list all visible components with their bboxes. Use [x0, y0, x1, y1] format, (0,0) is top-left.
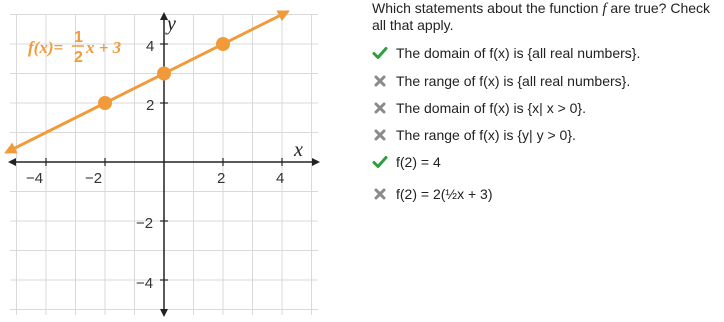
answer-option[interactable]	[372, 127, 576, 143]
cross-icon	[372, 73, 388, 89]
function-line	[6, 12, 288, 153]
answer-option-text: f(2) = 2(½x + 3)	[396, 186, 493, 202]
function-point	[98, 96, 112, 110]
question-panel	[372, 0, 724, 202]
x-tick-label: 4	[276, 170, 285, 187]
answer-option[interactable]	[372, 73, 630, 89]
function-label-numerator: 1	[74, 29, 83, 46]
x-axis-arrow-left	[8, 158, 16, 166]
answer-option-text: The domain of f(x) is {x| x > 0}.	[396, 100, 586, 116]
y-axis-label: y	[167, 13, 176, 35]
cross-icon	[372, 100, 388, 116]
y-tick-label: −2	[136, 215, 154, 232]
checkmark-icon	[372, 154, 388, 170]
function-label-denominator: 2	[74, 49, 83, 66]
function-label-prefix: f(x)=	[28, 38, 64, 57]
answer-option-text: f(2) = 4	[396, 154, 441, 170]
x-axis-label: x	[294, 139, 303, 161]
answer-option-text: The domain of f(x) is {all real numbers}.	[396, 45, 641, 61]
x-tick-label: −4	[26, 170, 44, 187]
function-label-suffix: x + 3	[86, 38, 122, 57]
answer-option[interactable]	[372, 45, 640, 61]
cross-icon	[372, 186, 388, 202]
answer-option[interactable]	[372, 100, 586, 116]
x-tick-label: 2	[217, 170, 226, 187]
answer-option-text: The range of f(x) is {y| y > 0}.	[396, 127, 576, 143]
answer-option[interactable]	[372, 154, 441, 170]
function-point	[157, 67, 171, 81]
function-point	[216, 37, 230, 51]
y-tick-label: 4	[146, 38, 155, 55]
checkmark-icon	[372, 45, 388, 61]
x-axis-arrow-right	[312, 158, 320, 166]
answer-option-text: The range of f(x) is {all real numbers}.	[396, 73, 631, 89]
y-tick-label: 2	[146, 97, 155, 114]
answer-option[interactable]	[372, 186, 492, 202]
cross-icon	[372, 127, 388, 143]
function-graph	[0, 0, 330, 322]
x-tick-label: −2	[85, 170, 103, 187]
y-tick-label: −4	[136, 275, 154, 292]
question-prompt: Which statements about the function f are true? Check all that apply.	[372, 0, 711, 33]
y-axis-arrow-bottom	[160, 309, 168, 317]
